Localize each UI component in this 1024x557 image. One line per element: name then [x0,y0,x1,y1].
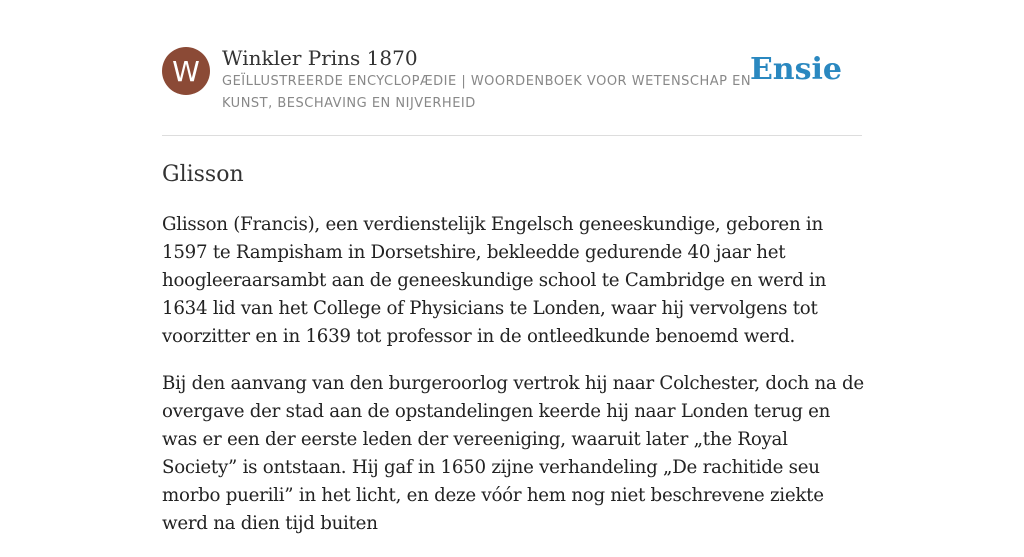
source-subtitle: GEÏLLUSTREERDE ENCYCLOPÆDIE | WOORDENBOEK VOOR WETENSCHAP EN KUNST, BESCHAVING EN NIJVERHEID [222,74,752,111]
entry-body [162,211,866,557]
avatar[interactable]: W [162,47,210,95]
ensie-logo-link[interactable]: Ensie [749,52,842,87]
source-title[interactable]: Winkler Prins 1870 [222,46,418,70]
entry-paragraph: Bij den aanvang van den burgeroorlog vertrok hij naar Colchester, doch na de overgave der stad aan de opstandelingen keerde hij naar Londen terug en was er een der eerste leden der vereeniging, waaruit later „the Royal Society” is ontstaan. Hij gaf in 1650 zijne verhandeling „De rachitide seu morbo puerili” in het licht, en deze vóór hem nog niet beschrevene ziekte werd na dien tijd buiten [162,373,864,534]
header [162,0,862,136]
entry-title: Glisson [162,162,244,187]
page-container [162,0,864,534]
entry-paragraph: Glisson (Francis), een verdienstelijk Engelsch geneeskundige, geboren in 1597 te Rampisham in Dorsetshire, bekleedde gedurende 40 jaar het hoogleeraarsambt aan de geneeskundige school te Cambridge en werd in 1634 lid van het College of Physicians te Londen, waar hij vervolgens tot voorzitter en in 1639 tot professor in de ontleedkunde benoemd werd. [162,214,827,347]
source-info [222,44,762,115]
